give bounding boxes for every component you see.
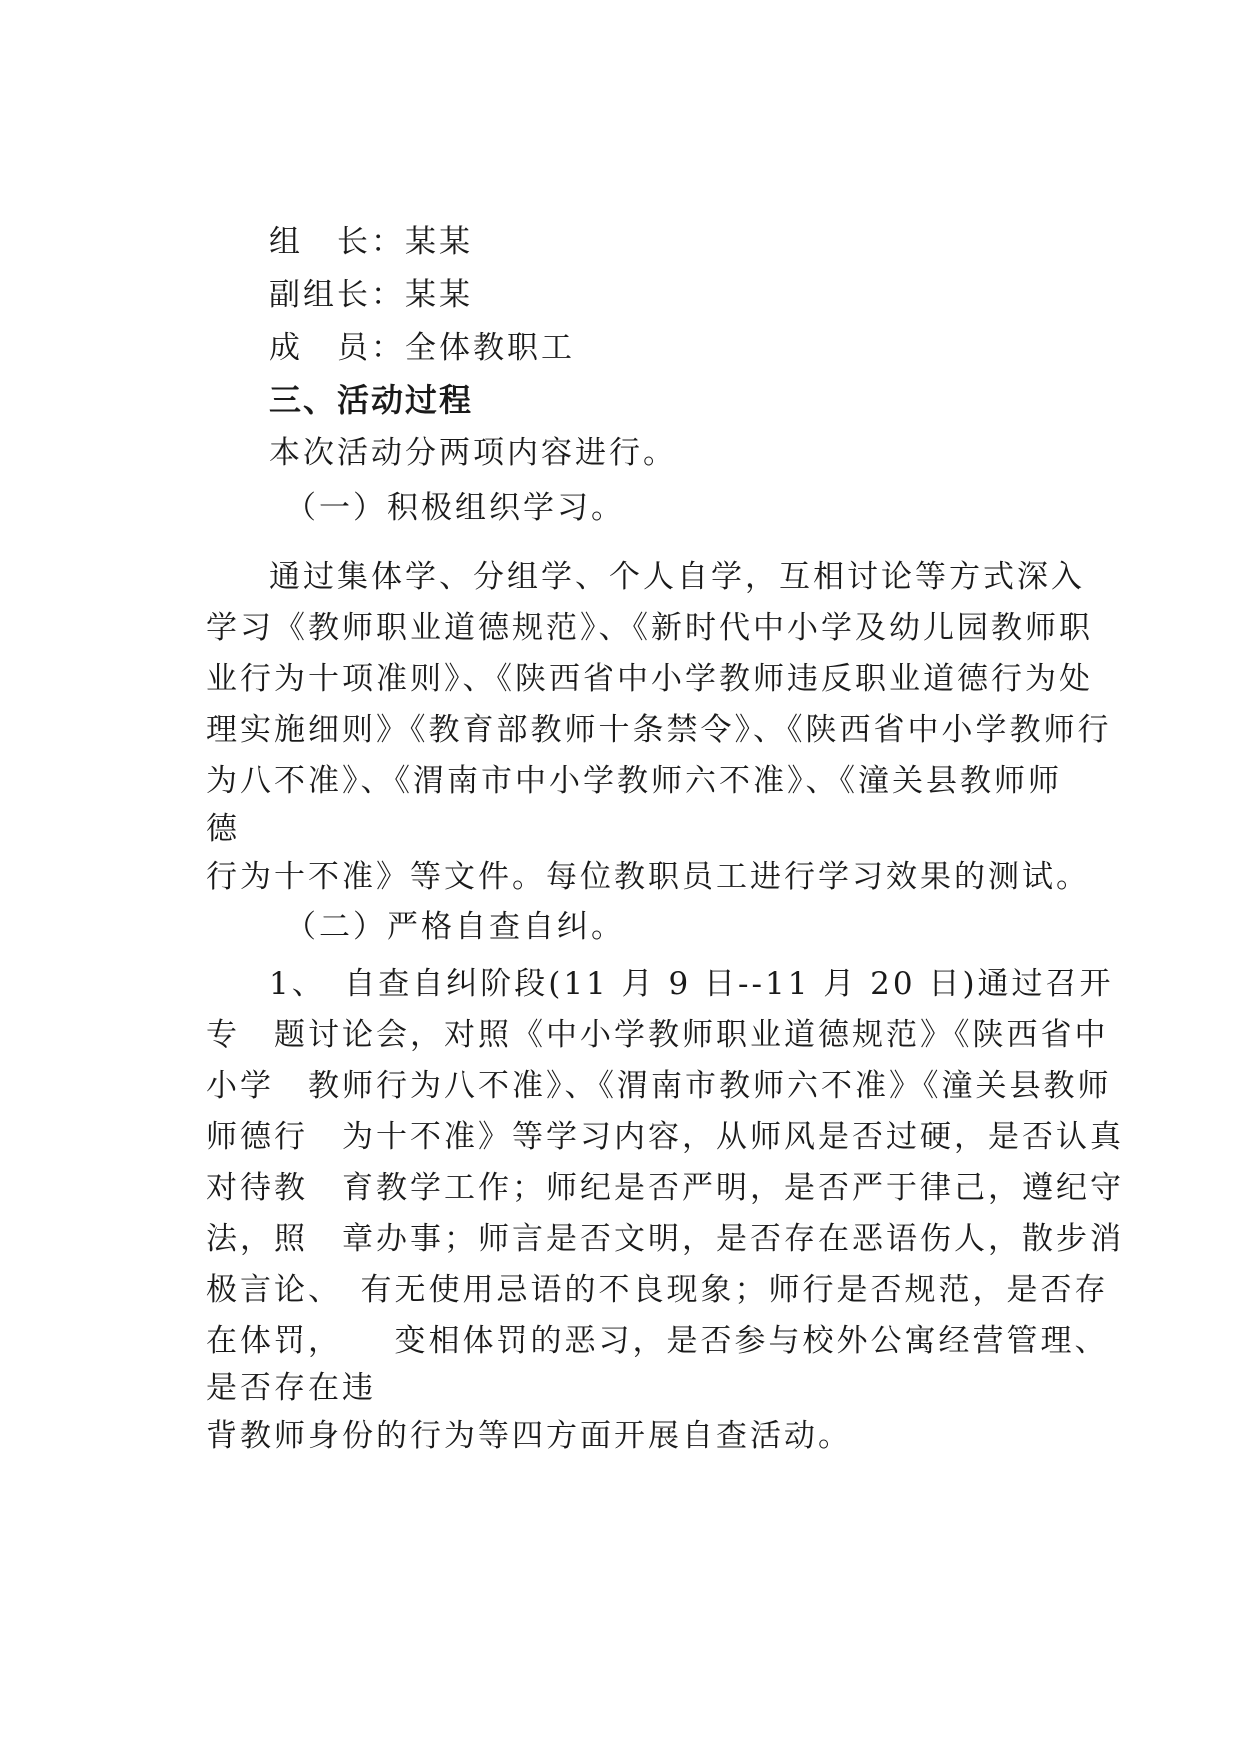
paragraph-line: 为八不准》、《渭南市中小学教师六不准》、《潼关县教师师 <box>206 763 1062 799</box>
paragraph-line: 法，照 章办事；师言是否文明，是否存在恶语伤人，散步消 <box>206 1221 1124 1257</box>
paragraph-line: 专 题讨论会，对照《中小学教师职业道德规范》《陕西省中 <box>206 1017 1109 1053</box>
paragraph-line: 德 <box>206 811 240 847</box>
paragraph-line: 学习《教师职业道德规范》、《新时代中小学及幼儿园教师职 <box>206 610 1093 646</box>
section-heading: 三、活动过程 <box>269 381 474 419</box>
paragraph-line: 通过集体学、分组学、个人自学，互相讨论等方式深入 <box>269 559 1085 595</box>
paragraph-line: 理实施细则》《教育部教师十条禁令》、《陕西省中小学教师行 <box>206 712 1112 748</box>
paragraph-line: 业行为十项准则》、《陕西省中小学教师违反职业道德行为处 <box>206 661 1093 697</box>
paragraph-line: 在体罚， 变相体罚的恶习，是否参与校外公寓经营管理、 <box>206 1323 1109 1359</box>
paragraph-line: 是否存在违 <box>206 1370 376 1406</box>
paragraph-line: 师德行 为十不准》等学习内容，从师风是否过硬，是否认真 <box>206 1119 1124 1155</box>
paragraph-line: 行为十不准》等文件。每位教职员工进行学习效果的测试。 <box>206 859 1090 895</box>
team-vice-leader-line: 副组长：某某 <box>269 277 473 313</box>
paragraph-line: 极言论、 有无使用忌语的不良现象；师行是否规范，是否存 <box>206 1272 1109 1308</box>
paragraph-line: 1、 自查自纠阶段(11 月 9 日--11 月 20 日)通过召开 <box>269 966 1114 1002</box>
paragraph-line: 背教师身份的行为等四方面开展自查活动。 <box>206 1418 852 1454</box>
team-leader-line: 组 长：某某 <box>269 224 473 260</box>
paragraph-line: 小学 教师行为八不准》、《渭南市教师六不准》《潼关县教师 <box>206 1068 1112 1104</box>
subsection-2-heading: （二）严格自查自纠。 <box>285 909 625 945</box>
subsection-1-heading: （一）积极组织学习。 <box>285 490 625 526</box>
paragraph-line: 对待教 育教学工作；师纪是否严明，是否严于律己，遵纪守 <box>206 1170 1124 1206</box>
section-intro: 本次活动分两项内容进行。 <box>269 435 677 471</box>
team-members-line: 成 员：全体教职工 <box>269 330 575 366</box>
